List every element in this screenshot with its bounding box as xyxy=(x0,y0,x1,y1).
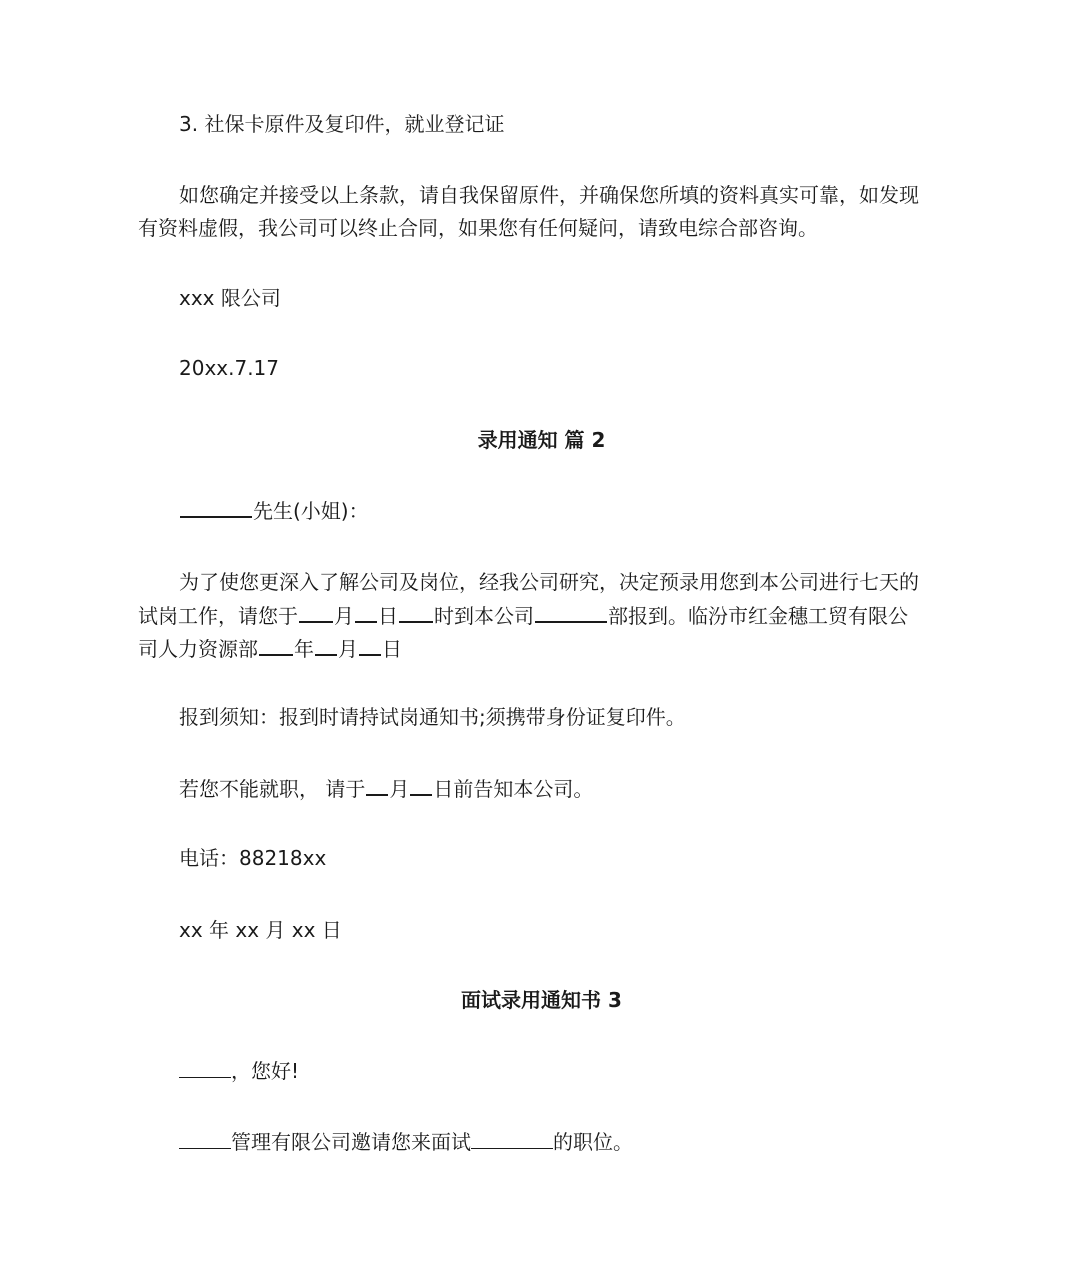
offer-body-line-1: 为了使您更深入了解公司及岗位，经我公司研究，决定预录用您到本公司进行七天的 xyxy=(179,570,919,594)
month-blank-2 xyxy=(315,632,337,656)
department-blank xyxy=(535,599,607,623)
greeting-text: ，您好! xyxy=(231,1059,300,1083)
month-label: 月 xyxy=(334,604,354,628)
offer-text: 试岗工作，请您于 xyxy=(138,604,298,628)
hr-dept-text: 司人力资源部 xyxy=(138,637,258,661)
signature-date: 20xx.7.17 xyxy=(179,356,280,380)
hour-blank xyxy=(399,599,433,623)
offer-body-line-2 xyxy=(138,599,908,633)
greeting-line xyxy=(179,1055,299,1088)
name-blank xyxy=(180,494,252,518)
absent-day-label: 日前告知本公司。 xyxy=(433,777,594,801)
terms-paragraph-line-2: 有资料虚假，我公司可以终止合同，如果您有任何疑问，请致电综合部咨询。 xyxy=(138,216,818,240)
item-3-text: 3. 社保卡原件及复印件，就业登记证 xyxy=(179,112,505,136)
absent-day-blank xyxy=(410,772,432,796)
hour-label: 时到本公司 xyxy=(434,604,534,628)
section2-date: xx 年 xx 月 xx 日 xyxy=(179,918,342,942)
salutation-text: 先生(小姐)： xyxy=(253,499,369,523)
day-blank xyxy=(355,599,377,623)
section-title-3: 面试录用通知书 3 xyxy=(461,988,622,1012)
company-name-blank xyxy=(179,1126,231,1149)
invite-line xyxy=(179,1126,633,1159)
day-label: 日 xyxy=(378,604,398,628)
absent-month-blank xyxy=(366,772,388,796)
month-label-2: 月 xyxy=(338,637,358,661)
absent-text: 若您不能就职， 请于 xyxy=(179,777,366,801)
day-label-2: 日 xyxy=(382,637,402,661)
terms-paragraph-line-1: 如您确定并接受以上条款，请自我保留原件，并确保您所填的资料真实可靠，如发现 xyxy=(179,183,919,207)
absent-month-label: 月 xyxy=(389,777,410,801)
year-blank xyxy=(259,632,293,656)
company-signature: xxx 限公司 xyxy=(179,286,281,310)
section-title-2: 录用通知 篇 2 xyxy=(477,428,606,452)
greeting-name-blank xyxy=(179,1055,231,1078)
phone-line: 电话：88218xx xyxy=(179,846,327,870)
month-blank xyxy=(299,599,333,623)
day-blank-2 xyxy=(359,632,381,656)
report-text: 部报到。临汾市红金穗工贸有限公 xyxy=(608,604,908,628)
position-text: 的职位。 xyxy=(553,1130,633,1154)
invite-text: 管理有限公司邀请您来面试 xyxy=(231,1130,471,1154)
offer-body-line-3 xyxy=(138,632,402,666)
absent-notice xyxy=(179,772,593,806)
report-notice: 报到须知：报到时请持试岗通知书;须携带身份证复印件。 xyxy=(179,705,686,729)
salutation-line xyxy=(179,494,369,528)
position-blank xyxy=(471,1126,553,1149)
year-label: 年 xyxy=(294,637,314,661)
